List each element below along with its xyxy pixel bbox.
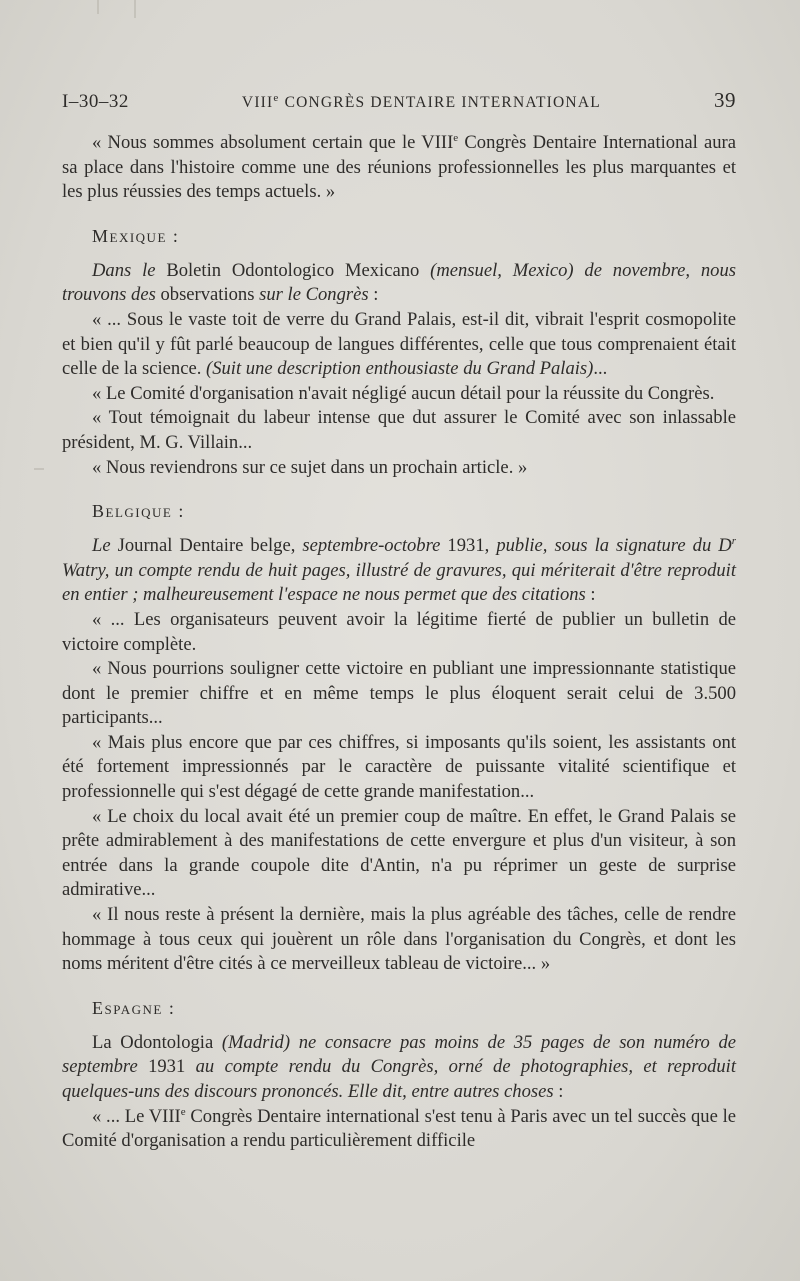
es-p1-e: : (553, 1081, 564, 1102)
header-folio-code: I–30–32 (62, 91, 129, 112)
be-p1-a: Le (92, 535, 111, 557)
be-p1-f: Watry, un compte rendu de huit pages, illustré de gravures, qui mériterait d'être reproduit en entier ; malheureusement l'espace ne nous permet que des citations (62, 559, 736, 606)
es-p1-c: 1931 (137, 1056, 196, 1078)
es-p1-d: au compte rendu du Congrès, orné de photographies, et reproduit quelques-uns des discours prononcés. Elle dit, entre autres choses (62, 1056, 736, 1102)
intro-sup: e (453, 131, 459, 144)
scan-mark (34, 468, 44, 470)
mx-p1-d: observations (155, 284, 260, 306)
mx-p2-b: (Suit une description enthousiaste du Grand Palais) (206, 358, 594, 380)
belgique-paragraph-2: « ... Les organisateurs peuvent avoir la légitime fierté de publier un bulletin de victoire complète. (62, 608, 736, 655)
belgique-paragraph-6: « Il nous reste à présent la dernière, mais la plus agréable des tâches, celle de rendre hommage à tous ceux qui jouèrent un rôle dans l'organisation du Congrès, et dont les noms méritent d'être cités à ce merveilleux tableau de victoire... » (62, 904, 736, 975)
be-p1-b: Journal Dentaire belge, (110, 535, 303, 557)
header-title-pre: VIII (241, 94, 274, 111)
be-p1-g: : (585, 584, 596, 606)
belgique-paragraph-4: « Mais plus encore que par ces chiffres, si imposants qu'ils soient, les assistants ont été fortement impressionnés par le caractère de puissante vitalité scientifique et professionnelle qui s'est dégagé de cette grande manifestation... (62, 731, 736, 803)
be-p1-e: publie, sous la signature du D (496, 535, 732, 557)
mexique-paragraph-1 (62, 259, 736, 308)
belgique-paragraph-1 (62, 534, 736, 608)
mx-p2-a: « ... Sous le vaste toit de verre du Grand Palais, est-il dit, vibrait l'esprit cosmopolite et bien qu'il y fût parlé beaucoup de langues différentes, celle que tous comprenaient était celle de la science. (62, 308, 736, 380)
mexique-paragraph-2 (62, 308, 736, 382)
mexique-paragraph-3: « Le Comité d'organisation n'avait négligé aucun détail pour la réussite du Congrès. (92, 382, 715, 404)
mx-p1-a: Dans le (92, 259, 156, 281)
be-p1-sup: r (731, 534, 736, 547)
section-heading-espagne: Espagne : (92, 997, 176, 1018)
mexique-paragraph-4: « Tout témoignait du labeur intense que dut assurer le Comité avec son inlassable président, M. G. Villain... (62, 407, 736, 453)
be-p1-c: septembre-octobre (302, 535, 441, 557)
belgique-paragraph-3: « Nous pourrions souligner cette victoire en publiant une impressionnante statistique dont le premier chiffre et en même temps le plus éloquent serait celui de 3.500 participants... (62, 658, 736, 729)
running-header (62, 88, 736, 113)
header-title-sup: e (273, 91, 280, 104)
section-heading-mexique: Mexique : (92, 225, 180, 246)
belgique-paragraph-5: « Le choix du local avait été un premier coup de maître. En effet, le Grand Palais se prête admirablement à des manifestations de cette envergure et plus d'un visiteur, à son entrée dans la grande coupole dite d'Antin, n'a pu réprimer un geste de surprise admirative... (62, 805, 736, 901)
intro-paragraph (62, 131, 736, 205)
es-p1-b: (Madrid) ne consacre pas moins de 35 pages de son numéro de septembre (62, 1031, 736, 1078)
intro-text-1: « Nous sommes absolument certain que le VIII (92, 132, 454, 153)
mx-p2-c: ... (593, 358, 608, 380)
mx-p1-b: Boletin Odontologico Mexicano (155, 259, 431, 281)
be-p1-d: 1931, (440, 535, 497, 557)
espagne-paragraph-1 (62, 1031, 736, 1105)
mx-p1-e: sur le Congrès (259, 284, 369, 306)
es-p2-a: « ... Le VIII (92, 1105, 181, 1127)
page-number: 39 (714, 88, 736, 112)
section-heading-belgique: Belgique : (92, 501, 185, 522)
mx-p1-f: : (368, 284, 379, 306)
espagne-paragraph-2 (62, 1105, 736, 1154)
intro-text-2: Congrès Dentaire International aura sa place dans l'histoire comme une des réunions professionnelles les plus marquantes et les plus réussies des temps actuels. » (62, 132, 736, 203)
es-p1-a: La Odontologia (92, 1031, 222, 1053)
es-p2-sup: e (180, 1105, 186, 1118)
mexique-paragraph-5: « Nous reviendrons sur ce sujet dans un prochain article. » (92, 456, 528, 478)
scan-mark (134, 0, 136, 18)
es-p2-b: Congrès Dentaire international s'est tenu à Paris avec un tel succès que le Comité d'organisation a rendu particulièrement difficile (62, 1105, 736, 1152)
header-title-post: CONGRÈS DENTAIRE INTERNATIONAL (279, 94, 601, 111)
header-title (241, 91, 601, 112)
mx-p1-c: (mensuel, Mexico) de novembre, nous trouvons des (62, 259, 737, 306)
scan-mark (97, 0, 99, 14)
